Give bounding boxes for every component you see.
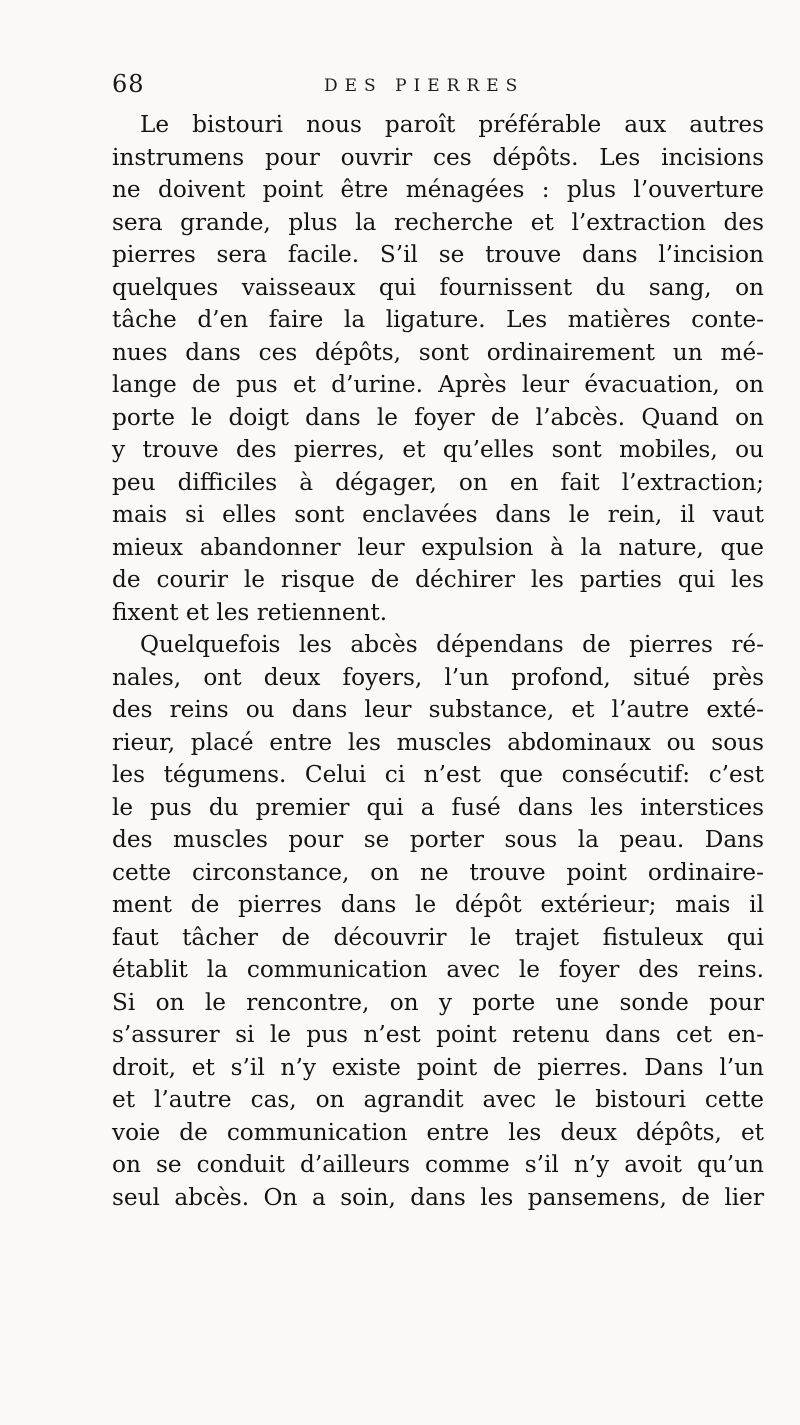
text-line: Le bistouri nous paroît préférable aux autres: [140, 111, 764, 138]
text-line: peu difficiles à dégager, on en fait l’extraction;: [112, 468, 764, 496]
body-text: [112, 109, 764, 1214]
text-line: quelques vaisseaux qui fournissent du sang, on: [112, 273, 764, 301]
text-line: tâche d’en faire la ligature. Les matières conte-: [112, 306, 764, 333]
text-line: les tégumens. Celui ci n’est que consécutif: c’est: [112, 761, 764, 788]
text-line: lange de pus et d’urine. Après leur évacuation, on: [112, 371, 764, 398]
text-line: pierres sera facile. S’il se trouve dans l’incision: [112, 241, 764, 268]
text-line: mais si elles sont enclavées dans le rein, il vaut: [112, 501, 764, 528]
page-header: [112, 70, 687, 106]
text-line: Quelquefois les abcès dépendans de pierres ré-: [140, 631, 764, 658]
text-line: voie de communication entre les deux dépôts, et: [112, 1118, 764, 1146]
text-line: sera grande, plus la recherche et l’extraction des: [112, 208, 764, 236]
text-line: on se conduit d’ailleurs comme s’il n’y avoit qu’un: [112, 1151, 764, 1178]
text-line: établit la communication avec le foyer des reins.: [112, 956, 764, 983]
text-line: mieux abandonner leur expulsion à la nature, que: [112, 533, 764, 561]
text-line: faut tâcher de découvrir le trajet fistuleux qui: [112, 923, 764, 951]
page-number: 68: [112, 70, 145, 98]
text-line: ne doivent point être ménagées : plus l’ouverture: [112, 176, 764, 203]
text-line: des reins ou dans leur substance, et l’autre exté-: [112, 696, 764, 723]
running-title: DES PIERRES: [324, 76, 525, 96]
text-line: Si on le rencontre, on y porte une sonde pour: [112, 988, 764, 1016]
text-line: ment de pierres dans le dépôt extérieur; mais il: [112, 891, 764, 918]
text-line: droit, et s’il n’y existe point de pierres. Dans l’un: [112, 1053, 764, 1081]
text-line: et l’autre cas, on agrandit avec le bistouri cette: [112, 1086, 764, 1113]
text-line: nues dans ces dépôts, sont ordinairement un mé-: [112, 338, 764, 366]
text-line: rieur, placé entre les muscles abdominaux ou sous: [112, 728, 764, 756]
text-line: seul abcès. On a soin, dans les pansemens, de lier: [112, 1183, 764, 1211]
text-line: fixent et les retiennent.: [112, 598, 388, 626]
text-line: le pus du premier qui a fusé dans les interstices: [112, 793, 764, 821]
text-line: porte le doigt dans le foyer de l’abcès. Quand on: [112, 403, 764, 431]
text-line: instrumens pour ouvrir ces dépôts. Les incisions: [112, 143, 764, 171]
text-line: nales, ont deux foyers, l’un profond, situé près: [112, 663, 764, 691]
text-line: s’assurer si le pus n’est point retenu dans cet en-: [112, 1021, 764, 1048]
text-line: des muscles pour se porter sous la peau. Dans: [112, 826, 764, 853]
text-line: cette circonstance, on ne trouve point ordinaire-: [112, 858, 764, 886]
text-line: de courir le risque de déchirer les parties qui les: [112, 566, 764, 593]
text-line: y trouve des pierres, et qu’elles sont mobiles, ou: [112, 436, 764, 463]
